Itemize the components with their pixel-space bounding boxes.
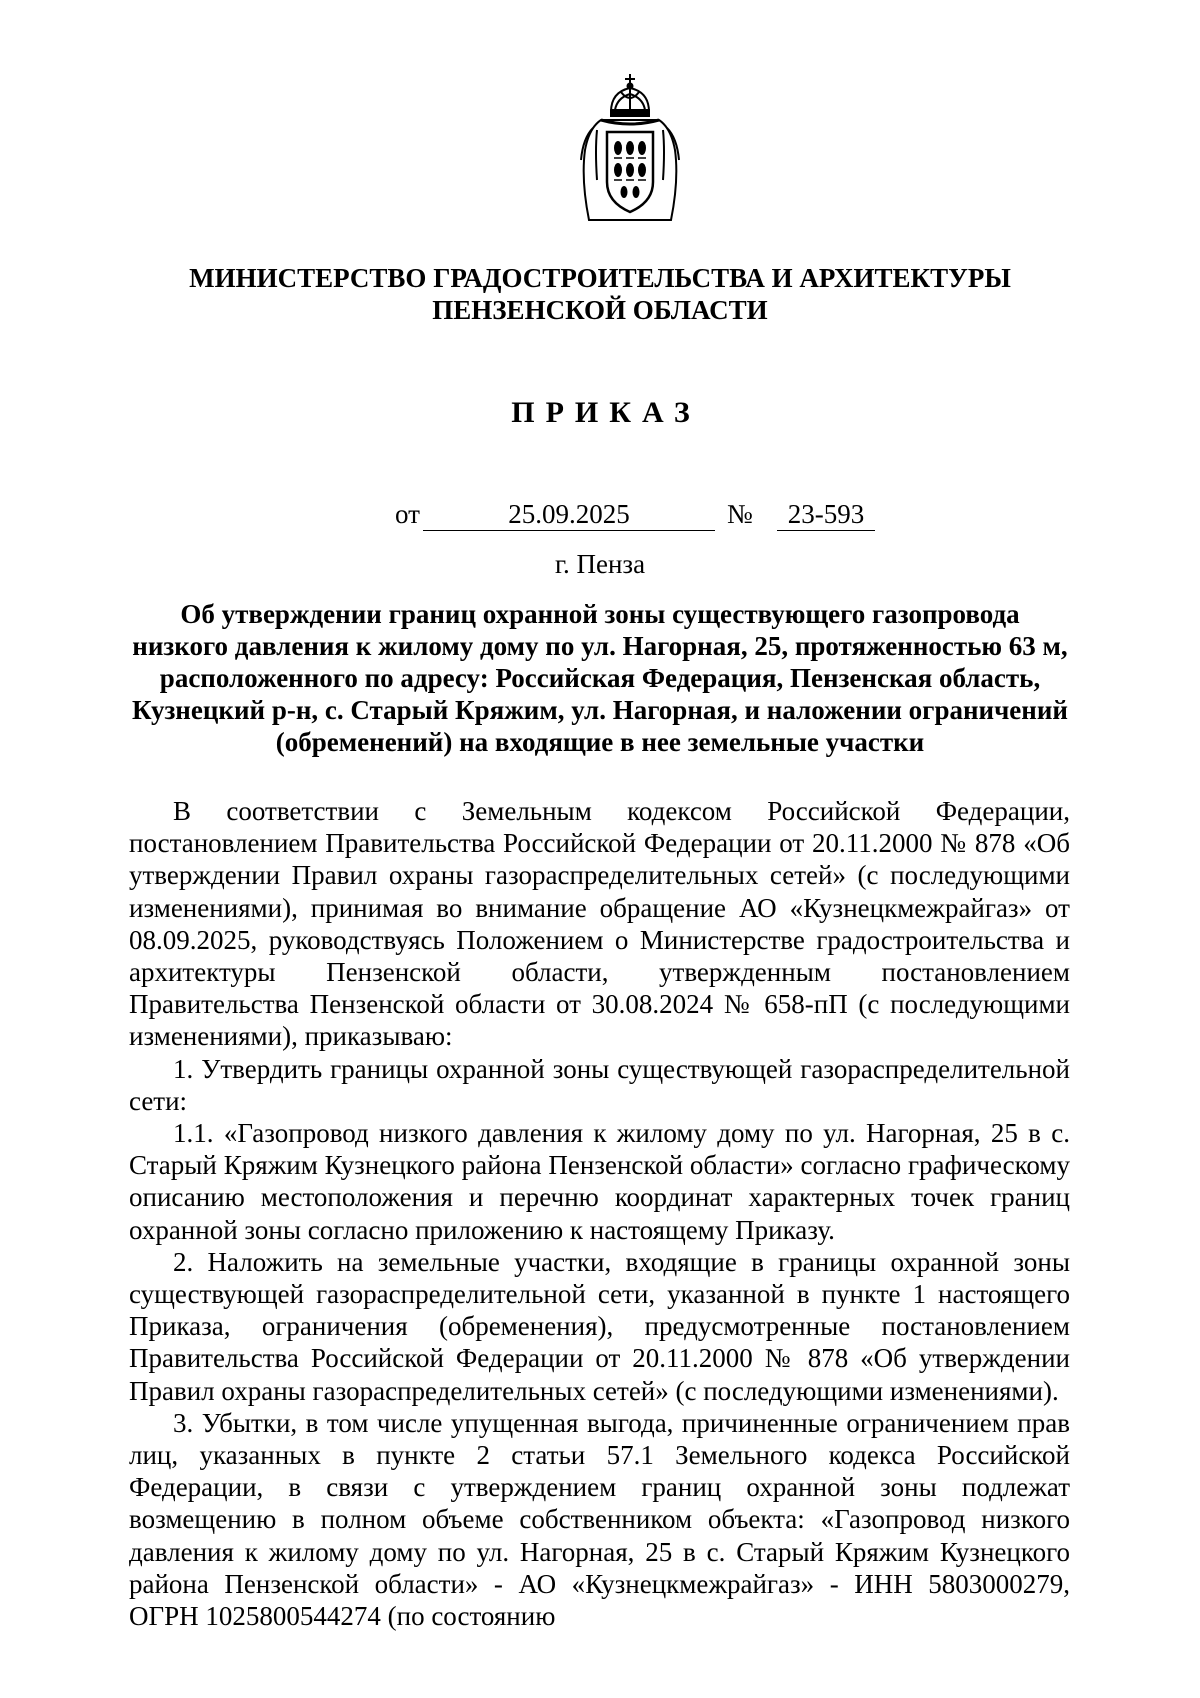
penza-region-coat-of-arms-icon — [571, 70, 689, 226]
clause-3-paragraph: 3. Убытки, в том числе упущенная выгода, причиненные ограничением прав лиц, указанных в пункте 2 статьи 57.1 Земельного кодекса Российской Федерации, в связи с утверждением границ охранной зоны подлежат возмещению в полном объеме собственником объекта: «Газопровод низкого давления к жилому дому по ул. Нагорная, 25 в с. Старый Кряжим Кузнецкого района Пензенской области» - АО «Кузнецкмежрайгаз» - ИНН 5803000279, ОГРН 1025800544274 (по состоянию — [129, 1407, 1070, 1632]
clause-2-paragraph: 2. Наложить на земельные участки, входящие в границы охранной зоны существующей газораспределительной сети, указанной в пункте 1 настоящего Приказа, ограничения (обременения), предусмотренные постановлением Правительства Российской Федерации от 20.11.2000 № 878 «Об утверждении Правил охраны газораспределительных сетей» (с последующими изменениями). — [129, 1246, 1070, 1406]
date-label: от — [395, 499, 420, 529]
order-subject: Об утверждении границ охранной зоны существующего газопровода низкого давления к жилому дому по ул. Нагорная, 25, протяженностью 63 м, расположенного по адресу: Российская Федерация, Пензенская область, Кузнецкий р-н, с. Старый Кряжим, ул. Нагорная, и наложении ограничений (обременений) на входящие в нее земельные участки — [132, 599, 1068, 757]
number-label: № — [727, 499, 753, 529]
clause-1-paragraph: 1. Утвердить границы охранной зоны существующей газораспределительной сети: — [129, 1053, 1070, 1116]
preamble-paragraph: В соответствии с Земельным кодексом Российской Федерации, постановлением Правительства Российской Федерации от 20.11.2000 № 878 «Об утверждении Правил охраны газораспределительных сетей» (с последующими изменениями), принимая во внимание обращение АО «Кузнецкмежрайгаз» от 08.09.2025, руководствуясь Положением о Министерстве градостроительства и архитектуры Пензенской области, утвержденным постановлением Правительства Пензенской области от 30.08.2024 № 658-пП (с последующими изменениями), приказываю: — [129, 796, 1070, 1052]
order-body — [129, 795, 1070, 1632]
document-type-title: ПРИКАЗ — [511, 396, 701, 429]
ministry-name-line-2: ПЕНЗЕНСКОЙ ОБЛАСТИ — [432, 295, 768, 325]
ministry-name-line-1: МИНИСТЕРСТВО ГРАДОСТРОИТЕЛЬСТВА И АРХИТЕКТУРЫ — [189, 263, 1011, 293]
order-number: 23-593 — [777, 496, 875, 531]
order-date: 25.09.2025 — [423, 496, 715, 531]
clause-1-1-paragraph: 1.1. «Газопровод низкого давления к жилому дому по ул. Нагорная, 25 в с. Старый Кряжим Кузнецкого района Пензенской области» согласно графическому описанию местоположения и перечню координат характерных точек границ охранной зоны согласно приложению к настоящему Приказу. — [129, 1118, 1070, 1245]
ministry-name — [0, 262, 1200, 326]
city: г. Пенза — [554, 549, 646, 579]
